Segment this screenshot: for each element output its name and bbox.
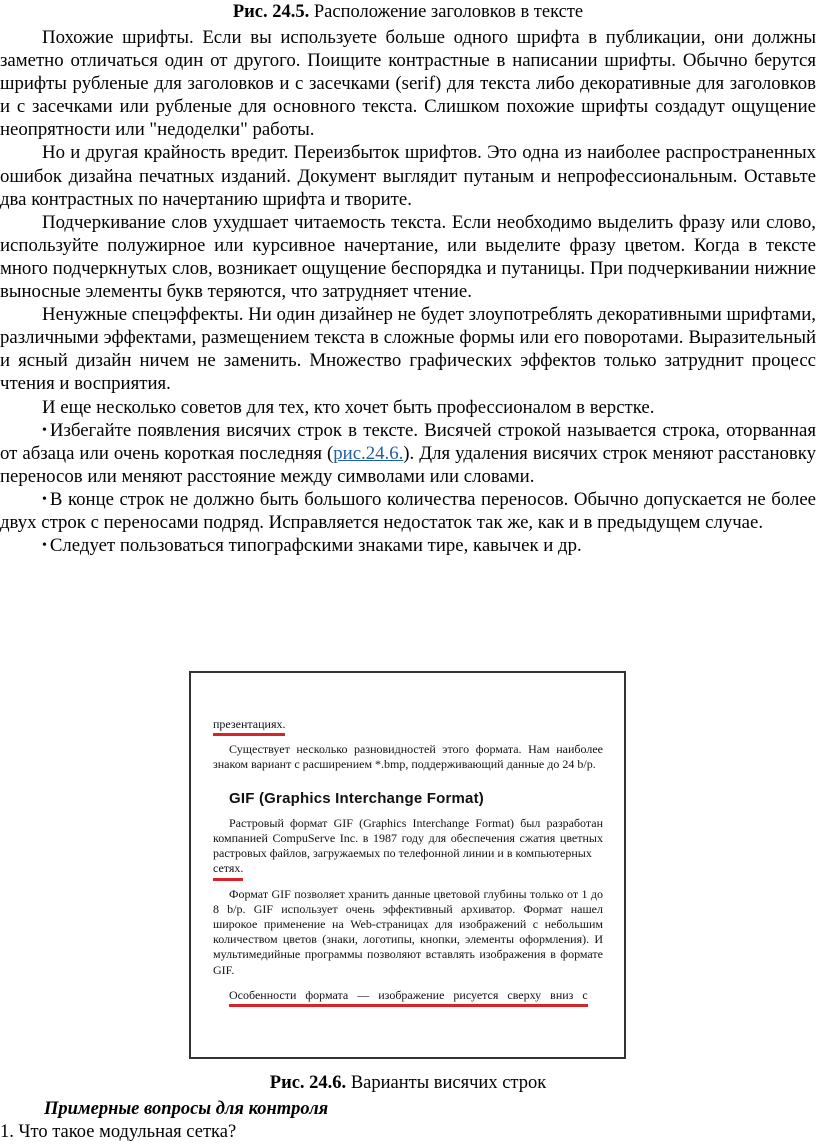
bullet-icon: •	[42, 491, 47, 507]
bullet-icon: •	[42, 422, 47, 438]
paragraph-advice-intro: И еще несколько советов для тех, кто хочет быть профессионалом в верстке.	[42, 396, 655, 418]
question-item: 1. Что такое модульная сетка?	[0, 1122, 237, 1142]
figure-paragraph: Растровый формат GIF (Graphics Interchange Format) был разработан компанией CompuServe Inc. в 1987 году для обеспечения сжатия цветных растровых файлов, загружаемых по телефонной линии и в компьютерных	[213, 815, 603, 861]
figure-link[interactable]: рис.24.6.	[333, 442, 404, 464]
figure-paragraph: Существует несколько разновидностей этого формата. Нам наиболее знаком вариант с расширением *.bmp, поддерживающий данные до 24 b/p.	[213, 742, 603, 772]
red-underline: Особенности формата — изображение рисуется сверху вниз с	[229, 988, 588, 1007]
figure-caption-24-6	[0, 1071, 816, 1095]
bullet-text: Избегайте появления висячих строк в тексте. Висячей строкой называется строка, оторванная от абзаца или очень короткая последняя (	[0, 419, 816, 464]
body-text	[0, 26, 816, 557]
figure-orphan-lines	[189, 671, 626, 1059]
bullet-text: В конце строк не должно быть большого количества переносов. Обычно допускается не более двух строк с переносами подряд. Исправляется недостаток так же, как и в предыдущем случае.	[0, 488, 816, 533]
bullet-icon: •	[42, 538, 47, 554]
figure-caption-label: Рис. 24.6.	[269, 1073, 347, 1093]
bullet-text: ). Для удаления висячих строк меняют расстановку переносов или меняют расстояние между символами или словами.	[0, 442, 816, 487]
figure-orphan-line	[213, 717, 603, 736]
red-underline: сетях.	[213, 861, 243, 880]
figure-caption-24-5	[0, 0, 816, 24]
figure-heading: GIF (Graphics Interchange Format)	[229, 789, 484, 807]
bullet-text: Следует пользоваться типографскими знаками тире, кавычек и др.	[49, 535, 582, 557]
bullet-orphan-lines	[0, 419, 816, 488]
questions-title: Примерные вопросы для контроля	[44, 1099, 329, 1119]
bullet-hyphenation	[0, 488, 816, 534]
bullet-typographic-signs	[0, 534, 816, 557]
paragraph-too-many-fonts: Но и другая крайность вредит. Переизбыток шрифтов. Это одна из наиболее распространенных ошибок дизайна печатных изданий. Документ выглядит путаным и непрофессиональным. Оставьте два контрастных по начертанию шрифта и творите.	[0, 142, 816, 210]
paragraph-similar-fonts: Похожие шрифты. Если вы используете больше одного шрифта в публикации, они должны заметно отличаться один от другого. Поищите контрастные в написании шрифты. Обычно берутся шрифты рубленые для заголовков и с засечками (serif) для текста либо декоративные для заголовков и с засечками или рубленые для основного текста. Слишком похожие шрифты создадут ощущение неопрятности или "недоделки" работы.	[0, 27, 816, 141]
figure-caption-label: Рис. 24.5.	[232, 2, 310, 22]
paragraph-underlining: Подчеркивание слов ухудшает читаемость текста. Если необходимо выделить фразу или слово, используйте полужирное или курсивное начертание, или выделите фразу цветом. Когда в тексте много подчеркнутых слов, возникает ощущение беспорядка и путаницы. При подчеркивании нижние выносные элементы букв теряются, что затрудняет чтение.	[0, 211, 816, 303]
figure-widow-end	[213, 861, 603, 880]
figure-content	[213, 717, 603, 1007]
figure-caption-text: Расположение заголовков в тексте	[309, 2, 584, 22]
red-underline: презентациях.	[213, 717, 285, 736]
figure-paragraph: Формат GIF позволяет хранить данные цветовой глубины только от 1 до 8 b/p. GIF использует очень эффективный архиватор. Формат нашел широкое применение на Web-страницах для изображений с небольшим количеством цветов (знаки, логотипы, кнопки, элементы оформления). И мультимедийные программы позволяют вставлять изображения в формате GIF.	[213, 886, 603, 977]
paragraph-special-effects: Ненужные спецэффекты. Ни один дизайнер не будет злоупотреблять декоративными шрифтами, различными эффектами, размещением текста в сложные формы или его поворотами. Выразительный и ясный дизайн ничем не заменить. Множество графических эффектов только затруднит процесс чтения и восприятия.	[0, 304, 816, 395]
figure-caption-text: Варианты висячих строк	[346, 1073, 547, 1093]
figure-widow-line	[213, 988, 603, 1007]
